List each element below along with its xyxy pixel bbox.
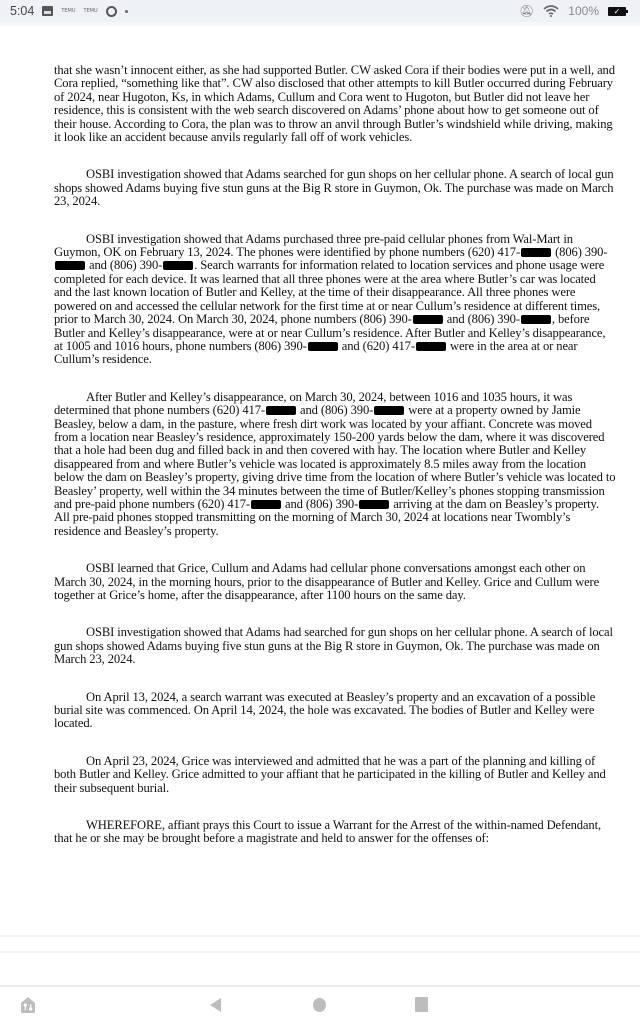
battery-icon [608,7,626,16]
divider [0,951,640,953]
document-paragraph: WHEREFORE, affiant prays this Court to issue a Warrant for the Arrest of the within-named Defendant, that he or she may be brought before a magistrate and held to answer for the offenses of: [54,818,601,846]
redaction-block [413,315,443,324]
notifications-muted-icon: 🔕︎ [519,4,535,18]
redaction-block [163,261,193,270]
redaction-block [266,406,296,415]
redaction-block [374,406,404,415]
text-segment: were in the area at or near Cullum’s residence. [54,338,578,367]
text-segment: After Butler and Kelley’s disappearance, on March 30, 2024, between 1016 and 1035 hours, it was determined that phone numbers (620) 417- [54,389,573,418]
text-segment: (806) 390- [552,245,608,260]
temu-icon [61,9,75,14]
document-paragraph: that she wasn’t innocent either, as she had supported Butler. CW asked Cora if their bodies were put in a well, and Cora replied, “something like that”. CW also disclosed that other attempts to kill Butler occurred during February of 2024, near Hugoton, Ks, in which Adams, Cullum and Cora went to Hugoton, but Butler did not leave her residence, this is consistent with the web search discovered on Adams’ phone about how to get someone out of their house. According to Cora, the plan was to throw an anvil through Butler’s windshield while driving, making it look like an accident because anvils regularly fall off of work vehicles. [54,63,615,145]
text-segment: , before Butler and Kelley’s disappearance, were at or near Cullum’s residence. After Butler and Kelley’s disappearance, at 1005 and 1016 hours, phone numbers (806) 390- [54,312,606,353]
document-paragraph: OSBI investigation showed that Adams had searched for gun shops on her cellular phone. A search of local gun shops showed Adams buying five stun guns at the Big R store in Guymon, Ok. The purchase was made on March 23, 2024. [54,625,613,667]
navigation-bar [0,987,640,1024]
redaction-block [521,315,551,324]
text-segment: and (620) 417- [338,338,415,353]
status-left [0,4,128,18]
divider [0,935,640,937]
battery-charge-glyph: ✓ [613,6,621,16]
dot-icon [125,10,128,13]
app-shortcut-icon[interactable] [20,996,36,1014]
redaction-block [359,500,389,509]
recents-icon[interactable] [415,997,428,1012]
document-page [54,64,616,870]
status-bar [0,0,640,22]
document-viewer[interactable] [0,26,640,926]
text-segment: and (806) 390- [86,258,163,273]
document-paragraph [54,233,616,367]
home-icon[interactable] [313,998,326,1012]
document-paragraph: OSBI learned that Grice, Cullum and Adams had cellular phone conversations amongst each other on March 30, 2024, in the morning hours, prior to the disappearance of Butler and Kelley. Grice and Cullum were together at Grice’s home, after the disappearance, after 1100 hours on the same day. [54,561,600,602]
document-paragraph: On April 13, 2024, a search warrant was executed at Beasley’s property and an excavation of a possible burial site was commenced. On April 14, 2024, the hole was excavated. The bodies of Butler and Kelley were located. [54,689,596,731]
wifi-icon [543,5,559,17]
document-paragraph: OSBI investigation showed that Adams searched for gun shops on her cellular phone. A search of local gun shops showed Adams buying five stun guns at the Big R store in Guymon, Ok. The purchase was made on March 23, 2024. [54,167,614,209]
back-icon[interactable] [210,998,221,1012]
text-segment: arriving at the dam on Beasley’s property. All pre-paid phones stopped transmitting on the morning of March 30, 2024 at locations near Twombly’s residence and Beasley’s property. [54,496,599,538]
clock: 5:04 [10,4,35,18]
temu-icon [84,9,98,14]
text-segment: and (806) 390- [443,312,520,327]
document-paragraph: On April 23, 2024, Grice was interviewed and admitted that he was a part of the planning and killing of both Butler and Kelley. Grice admitted to your affiant that he participated in the killing of Butler and Kelley and their subsequent burial. [54,753,606,795]
redaction-block [251,500,281,509]
temu-label: TEMU [61,7,76,14]
redaction-block [308,342,338,351]
text-segment: OSBI investigation showed that Adams purchased three pre-paid cellular phones from Wal-Mart in Guymon, OK on February 13, 2024. The phones were identified by phone numbers (620) 417- [54,231,573,260]
text-segment: . Search warrants for information related to location services and phone usage were completed for each device. It was learned that all three phones were at the area where Butler’s car was located and the last known location of Butler and Kelley, at the time of their disappearance. All three phones were powered on and accessed the cellular network for the first time at or near Cullum’s residence at different times, prior to March 30, 2024. On March 30, 2024, phone numbers (806) 390- [54,258,605,327]
text-segment: were at a property owned by Jamie Beasley, below a dam, in the pasture, where fresh dirt work was located by your affiant. Concrete was moved from a location near Beasley’s residence, approximately 150-200 yards below the dam, where it was discovered that a hole had been dug and filled back in and then covered with hay. The location where Butler and Kelley disappeared from and where Butler’s vehicle was located is approximately 8.5 miles away from the location below the dam on Beasley’s property, giving drive time from the location of where Butler’s vehicle was located to Beasley’ property, well within the 34 minutes between the time of Butler/Kelley’s phones stopping transmission and pre-paid phone numbers (620) 417- [54,403,616,511]
redaction-block [416,342,446,351]
text-segment: and (806) 390- [297,403,374,418]
redaction-block [521,248,551,257]
ring-icon [106,6,117,17]
temu-label: TEMU [83,7,98,14]
battery-percent: 100% [568,4,599,18]
document-paragraph [54,391,616,538]
gallery-icon [42,6,53,16]
redaction-block [55,261,85,270]
text-segment: and (806) 390- [281,496,359,511]
status-right [519,4,640,18]
